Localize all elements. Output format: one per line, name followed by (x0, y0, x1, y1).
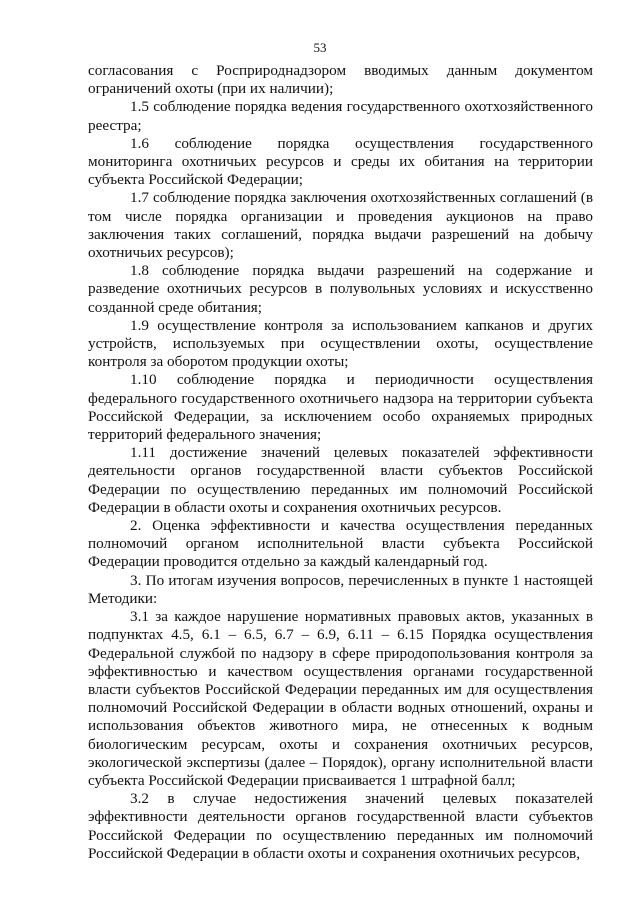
paragraph-1-5: 1.5 соблюдение порядка ведения государственного охотхозяйственного реестра; (88, 98, 593, 134)
paragraph-3-2: 3.2 в случае недостижения значений целевых показателей эффективности деятельности органов государственной власти субъектов Российской Федерации по осуществлению переданных им полномочий Российской Федерации в области охоты и сохранения охотничьих ресурсов, (88, 790, 593, 862)
paragraph-1-6: 1.6 соблюдение порядка осуществления государственного мониторинга охотничьих ресурсов и среды их обитания на территории субъекта Российской Федерации; (88, 134, 593, 189)
paragraph-1-7: 1.7 соблюдение порядка заключения охотхозяйственных соглашений (в том числе порядка организации и проведения аукционов на право заключения таких соглашений, порядка выдачи разрешений на добычу охотничьих ресурсов); (88, 189, 593, 262)
paragraph-2: 2. Оценка эффективности и качества осуществления переданных полномочий органом исполнительной власти субъекта Российской Федерации проводится отдельно за каждый календарный год. (88, 517, 593, 571)
paragraph-1-9: 1.9 осуществление контроля за использованием капканов и других устройств, используемых при осуществлении охоты, осуществление контроля за оборотом продукции охоты; (88, 316, 593, 371)
paragraph-continuation: согласования с Росприроднадзором вводимых данным документом ограничений охоты (при их наличии); (88, 62, 593, 98)
paragraph-1-10: 1.10 соблюдение порядка и периодичности осуществления федерального государственного охотничьего надзора на территории субъекта Российской Федерации, за исключением особо охраняемых природных территорий федерального значения; (88, 371, 593, 444)
document-body (88, 62, 593, 863)
paragraph-1-11: 1.11 достижение значений целевых показателей эффективности деятельности органов государственной власти субъектов Российской Федерации по осуществлению переданных им полномочий Российской Федерации в области охоты и сохранения охотничьих ресурсов. (88, 444, 593, 516)
paragraph-1-8: 1.8 соблюдение порядка выдачи разрешений на содержание и разведение охотничьих ресурсов в полувольных условиях и искусственно созданной среде обитания; (88, 262, 593, 316)
paragraph-3-1: 3.1 за каждое нарушение нормативных правовых актов, указанных в подпунктах 4.5, 6.1 – 6.5, 6.7 – 6.9, 6.11 – 6.15 Порядка осуществления Федеральной службой по надзору в сфере природопользования контроля за эффективностью и качеством осуществления органами государственной власти субъектов Российской Федерации переданных им для осуществления полномочий Российской Федерации в области водных отношений, охраны и использования объектов животного мира, не отнесенных к водным биологическим ресурсам, охоты и сохранения охотничьих ресурсов, экологической экспертизы (далее – Порядок), органу исполнительной власти субъекта Российской Федерации присваивается 1 штрафной балл; (88, 608, 593, 789)
page-number: 53 (313, 40, 327, 55)
paragraph-3: 3. По итогам изучения вопросов, перечисленных в пункте 1 настоящей Методики: (88, 571, 593, 607)
